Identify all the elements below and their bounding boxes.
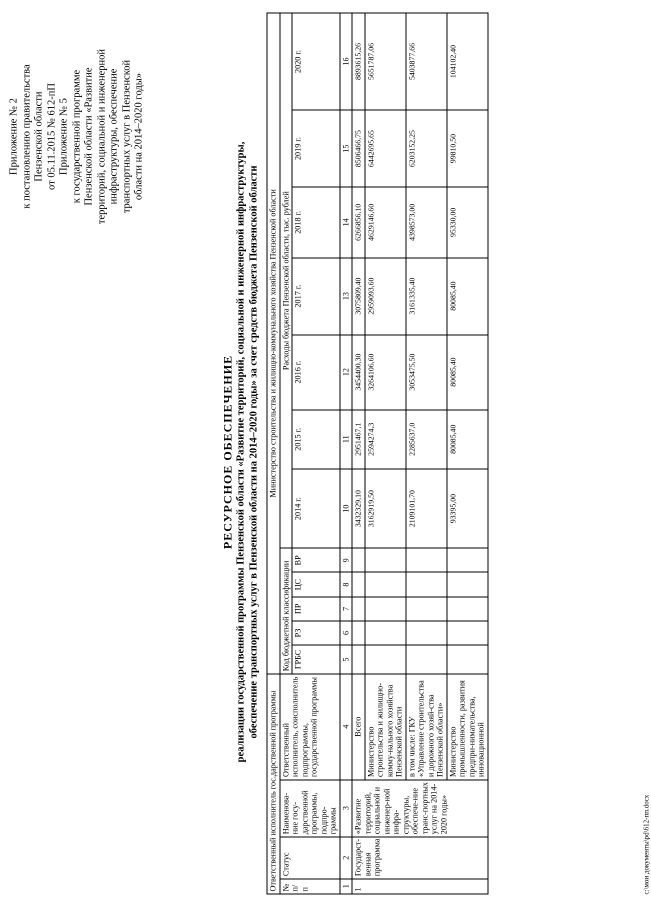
row-status: Государст-венная программа bbox=[352, 837, 488, 879]
col-number: 2 bbox=[340, 837, 353, 879]
col-number: 12 bbox=[340, 335, 353, 410]
col-number: 5 bbox=[340, 645, 353, 674]
col-expenses-header: Расходы бюджета Пензенской области, тыс. рублей bbox=[280, 13, 293, 548]
table-cell: 80085,40 bbox=[447, 335, 488, 410]
col-number: 7 bbox=[340, 597, 353, 621]
col-number: 16 bbox=[340, 13, 353, 110]
resource-table bbox=[267, 13, 489, 895]
year-2018: 2018 г. bbox=[292, 187, 340, 257]
table-cell: 5403877,66 bbox=[406, 13, 447, 110]
table-row bbox=[352, 13, 365, 894]
table-cell: 104102,40 bbox=[447, 13, 488, 110]
table-cell: 3264106,60 bbox=[365, 335, 406, 410]
table-cell: 3075809,40 bbox=[352, 258, 365, 335]
table-cell: 3454400,30 bbox=[352, 335, 365, 410]
col-number: 14 bbox=[340, 187, 353, 257]
col-number: 6 bbox=[340, 621, 353, 645]
table-cell: 2594274,3 bbox=[365, 410, 406, 469]
appendix-line: Приложение № 5 bbox=[58, 98, 70, 175]
kbk-grbs: ГРБС bbox=[292, 645, 340, 674]
table-cell: 3432329,10 bbox=[352, 469, 365, 548]
year-2014: 2014 г. bbox=[292, 469, 340, 548]
table-row bbox=[447, 13, 488, 894]
title-line-1: реализации государственной программы Пензенской области «Развитие территорий, социальной и инженерной инфраструктуры, bbox=[235, 141, 247, 763]
table-cell: 8506466,75 bbox=[352, 110, 365, 187]
column-number-row bbox=[340, 13, 353, 894]
table-cell: 93395,00 bbox=[447, 469, 488, 548]
col-number: 15 bbox=[340, 110, 353, 187]
row-number: 1 bbox=[352, 879, 488, 894]
appendix-line: к государственной программе bbox=[71, 69, 82, 204]
table-cell: 2951467,1 bbox=[352, 410, 365, 469]
appendix-line: территорий, социальной и инженерной bbox=[96, 48, 107, 225]
col-number: 11 bbox=[340, 410, 353, 469]
table-cell: 99810,50 bbox=[447, 110, 488, 187]
row-program-name: «Развитие территорий, социальной и инженер-ной инфра-структуры, обеспече-ние транс-портных услуг на 2014-2020 годы» bbox=[352, 780, 488, 837]
table-cell: 4398573,00 bbox=[406, 187, 447, 257]
row-responsible: Всего bbox=[352, 674, 365, 780]
table-cell: 80085,40 bbox=[447, 410, 488, 469]
table-row bbox=[365, 13, 406, 894]
table-cell: 3161335,40 bbox=[406, 258, 447, 335]
table-row bbox=[406, 13, 447, 894]
table-cell: 3162919,50 bbox=[365, 469, 406, 548]
table-cell: 80085,40 bbox=[447, 258, 488, 335]
kbk-vr: ВР bbox=[292, 548, 340, 572]
table-cell: 6266856,10 bbox=[352, 187, 365, 257]
header-row-1 bbox=[280, 13, 293, 894]
table-cell: 6203152,25 bbox=[406, 110, 447, 187]
appendix-block bbox=[9, 12, 147, 262]
col-number: 1 bbox=[340, 879, 353, 894]
col-number: 4 bbox=[340, 674, 353, 780]
year-2019: 2019 г. bbox=[292, 110, 340, 187]
col-name-header: Наименова-ние госу-дарственной программы, подпро-граммы bbox=[280, 780, 340, 837]
kbk-cs: ЦС bbox=[292, 572, 340, 596]
executor-value: Министерство строительства и жилищно-коммунального хозяйства Пензенской области bbox=[267, 13, 280, 674]
kbk-rz: РЗ bbox=[292, 621, 340, 645]
title-line-2: обеспечение транспортных услуг в Пензенской области на 2014–2020 годы» за счет средств бюджета Пензенской области bbox=[248, 165, 260, 739]
table-cell: 4629146,60 bbox=[365, 187, 406, 257]
row-responsible: в том числе: ГКУ «Управление строительства и дорожного хозяй-ства Пензенской области» bbox=[406, 674, 447, 780]
document-title bbox=[221, 10, 261, 895]
col-number: 13 bbox=[340, 258, 353, 335]
appendix-line: к постановлению правительства bbox=[21, 64, 32, 209]
table-cell: 5651787,06 bbox=[365, 13, 406, 110]
appendix-line: инфраструктуры, обеспечение bbox=[108, 68, 120, 205]
appendix-line: области на 2014–2020 годы» bbox=[133, 72, 145, 201]
table-cell: 2959093,60 bbox=[365, 258, 406, 335]
year-2016: 2016 г. bbox=[292, 335, 340, 410]
table-cell: 2285637,0 bbox=[406, 410, 447, 469]
appendix-line: от 05.11.2015 № 612-пП bbox=[46, 83, 57, 190]
table-cell: 95330,00 bbox=[447, 187, 488, 257]
year-2020: 2020 г. bbox=[292, 13, 340, 110]
executor-row bbox=[267, 13, 280, 894]
table-cell: 8893615,26 bbox=[352, 13, 365, 110]
appendix-line: транспортных услуг в Пензенской bbox=[121, 59, 132, 214]
col-status-header: Статус bbox=[280, 837, 340, 879]
table-cell: 6442695,65 bbox=[365, 110, 406, 187]
table-cell: 2109101,70 bbox=[406, 469, 447, 548]
appendix-line: Приложение № 2 bbox=[8, 98, 20, 175]
title-main: РЕСУРСНОЕ ОБЕСПЕЧЕНИЕ bbox=[220, 354, 235, 550]
rotated-page-content bbox=[1, 0, 651, 905]
row-responsible: Министерство промышленности, развития предпри-нимательства, инновационной bbox=[447, 674, 488, 780]
table-cell: 3053475,50 bbox=[406, 335, 447, 410]
year-2015: 2015 г. bbox=[292, 410, 340, 469]
col-number: 8 bbox=[340, 572, 353, 596]
appendix-line: Пензенской области bbox=[33, 91, 45, 182]
col-number: 9 bbox=[340, 548, 353, 572]
col-kbk-header: Код бюджетной классификации bbox=[280, 548, 293, 674]
year-2017: 2017 г. bbox=[292, 258, 340, 335]
appendix-line: Пензенской области «Развитие bbox=[83, 67, 95, 206]
col-number: 3 bbox=[340, 780, 353, 837]
executor-header: Ответственный исполнитель гос.дарственной программы bbox=[267, 674, 280, 894]
file-path-footer: c:\мои документы\pd\612-пп.docx bbox=[642, 794, 651, 895]
col-no-header: № п/п bbox=[280, 879, 340, 894]
col-number: 10 bbox=[340, 469, 353, 548]
row-responsible: Министерство строительства и жилищно-комму-нального хозяйства Пензенской области bbox=[365, 674, 406, 780]
col-resp-header: Ответственный исполнитель, соисполнитель подпрограммы, государственной программы bbox=[280, 674, 340, 780]
kbk-pr: ПР bbox=[292, 597, 340, 621]
